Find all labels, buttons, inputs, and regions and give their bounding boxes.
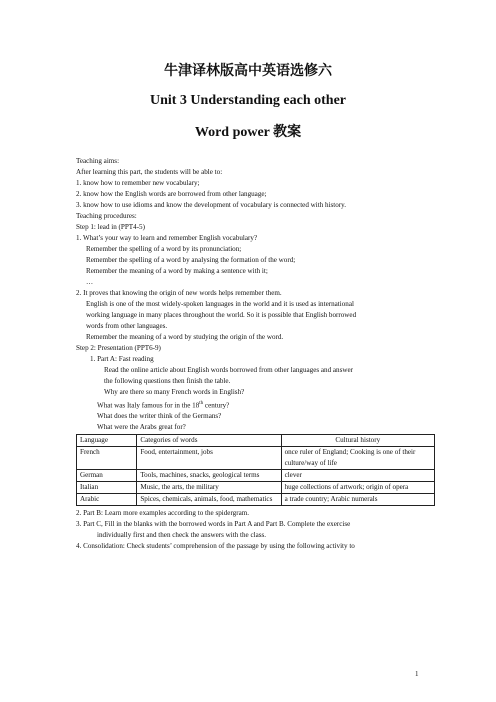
text-line: 2. Part B: Learn more examples according to the spidergram. xyxy=(76,509,250,518)
text-line: Remember the meaning of a word by studying the origin of the word. xyxy=(86,333,284,341)
document-title-chinese: 牛津译林版高中英语选修六 xyxy=(164,64,332,79)
text-line: Step 2: Presentation (PPT6-9) xyxy=(76,344,161,352)
text-line: Teaching aims: xyxy=(76,157,120,165)
text-line: 1. know how to remember new vocabulary; xyxy=(76,179,200,187)
text-line: 4. Consolidation: Check students’ comprehension of the passage by using the following activity to xyxy=(76,542,355,551)
text-line: individually first and then check the answers with the class. xyxy=(97,531,267,540)
question-line: 1. What’s your way to learn and remember English vocabulary? xyxy=(76,234,258,242)
text-line: After learning this part, the students will be able to: xyxy=(76,168,223,176)
text-line: words from other languages. xyxy=(86,322,168,330)
table-cell: once ruler of England; Cooking is one of their culture/way of life xyxy=(281,447,434,470)
text-line: Why are there so many French words in English? xyxy=(104,388,245,396)
text-line: 1. Part A: Fast reading xyxy=(90,355,154,363)
table-cell: a trade country; Arabic numerals xyxy=(281,494,434,506)
table-cell: Spices, chemicals, animals, food, mathematics xyxy=(137,494,281,506)
text-line: 3. Part C, Fill in the blanks with the borrowed words in Part A and Part B. Complete the exercise xyxy=(76,520,351,529)
text-line: 2. know how the English words are borrowed from other language; xyxy=(76,190,267,198)
table-cell: Tools, machines, snacks, geological terms xyxy=(137,470,281,482)
table-cell: huge collections of artwork; origin of opera xyxy=(281,482,434,494)
table-cell: Music, the arts, the military xyxy=(137,482,281,494)
text-line: Remember the spelling of a word by analysing the formation of the word; xyxy=(86,256,296,264)
table-cell: clever xyxy=(281,470,434,482)
question-line: What were the Arabs great for? xyxy=(97,423,186,432)
table-row xyxy=(77,447,435,470)
table-cell: German xyxy=(77,470,137,482)
table-header: Categories of words xyxy=(137,435,281,447)
text-line: the following questions then finish the table. xyxy=(104,377,231,385)
table-cell: Italian xyxy=(77,482,137,494)
text-line: Remember the meaning of a word by making a sentence with it; xyxy=(86,267,268,275)
text-fragment: century? xyxy=(203,401,230,410)
page-number: 1 xyxy=(415,670,419,678)
table-header: Language xyxy=(77,435,137,447)
table-row xyxy=(77,470,435,482)
table-cell: Arabic xyxy=(77,494,137,506)
table-cell: French xyxy=(77,447,137,470)
table-cell: Food, entertainment, jobs xyxy=(137,447,281,470)
table-header-row xyxy=(77,435,435,447)
text-line: working language in many places throughout the world. So it is possible that English borrowed xyxy=(86,311,357,319)
text-line: 3. know how to use idioms and know the development of vocabulary is connected with history. xyxy=(76,201,347,209)
text-line: Teaching procedures: xyxy=(76,212,137,220)
question-line xyxy=(76,398,436,411)
text-line: Step 1: lead in (PPT4-5) xyxy=(76,223,145,231)
lesson-title: Word power 教案 xyxy=(194,125,302,140)
text-line: Read the online article about English words borrowed from other languages and answer xyxy=(104,366,353,374)
text-line: … xyxy=(86,278,94,286)
unit-title: Unit 3 Understanding each other xyxy=(149,93,346,108)
table-row xyxy=(77,494,435,506)
question-line: What does the writer think of the Germans? xyxy=(97,412,222,421)
table-row xyxy=(77,482,435,494)
text-fragment: What was Italy famous for in the 18 xyxy=(97,401,200,410)
document-body xyxy=(76,156,436,552)
text-line: 2. It proves that knowing the origin of new words helps remember them. xyxy=(76,289,282,297)
text-line: Remember the spelling of a word by its pronunciation; xyxy=(86,245,242,253)
superscript: th xyxy=(199,401,204,406)
table-header: Cultural history xyxy=(281,435,434,447)
text-line: English is one of the most widely-spoken languages in the world and it is used as international xyxy=(86,300,354,308)
borrowed-words-table xyxy=(76,434,435,506)
